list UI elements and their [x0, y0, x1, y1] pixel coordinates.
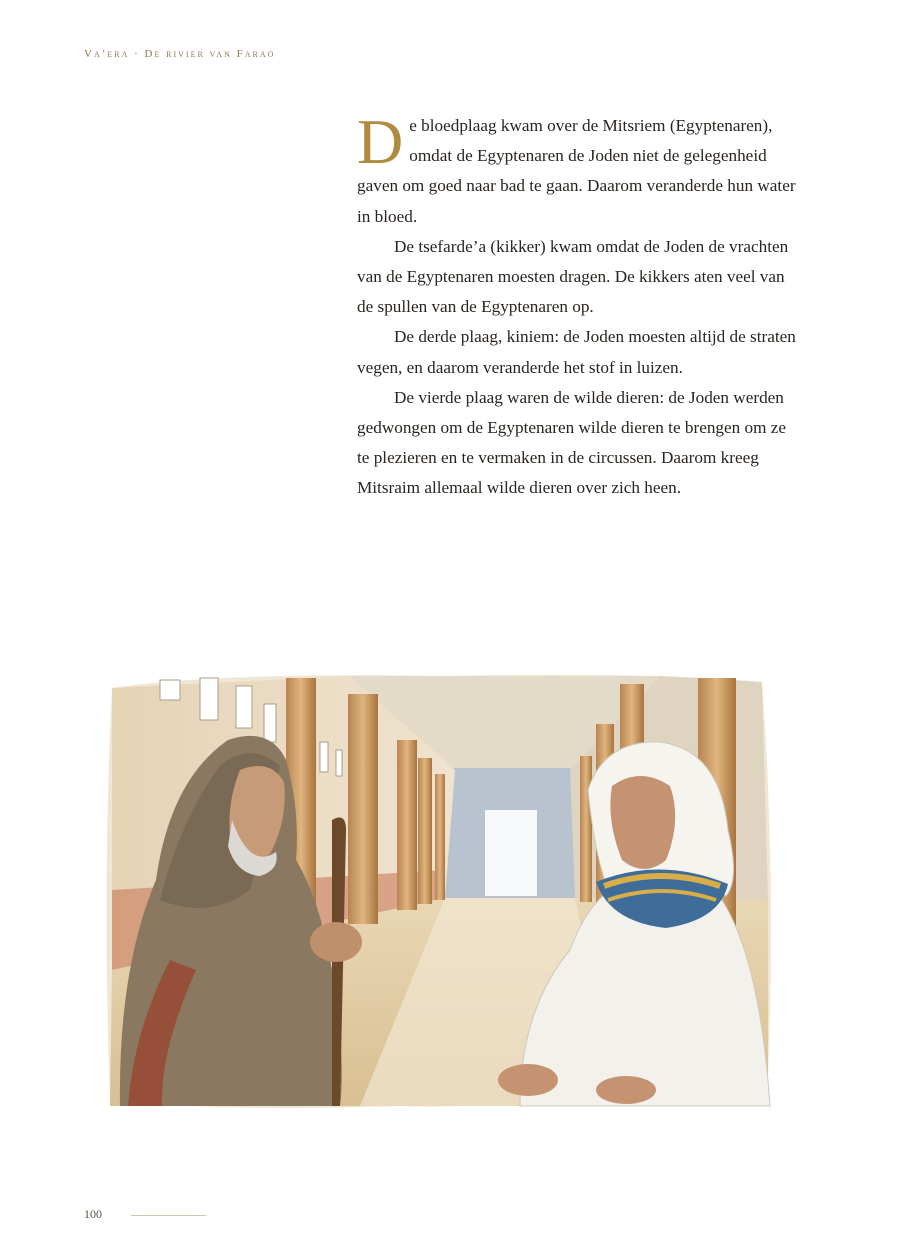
- folio-rule: [131, 1215, 206, 1216]
- paragraph-4: De vierde plaag waren de wilde dieren: de Joden werden gedwongen om de Egyptenaren wilde dieren te brengen om ze te plezieren en te vermaken in de circussen. Daarom kreeg Mitsraim allemaal wilde dieren over zich heen.: [357, 387, 787, 498]
- paragraph-3: De derde plaag, kiniem: de Joden moesten altijd de straten vegen, en daarom veranderde het stof in luizen.: [357, 327, 796, 377]
- drop-cap: D: [357, 106, 404, 177]
- running-head: Va’era · De rivier van Farao: [84, 48, 276, 60]
- body-text: [357, 106, 797, 504]
- illustration-moses-and-pharaoh: [100, 670, 790, 1116]
- paragraph-1: [357, 106, 797, 232]
- page-number: 100: [84, 1207, 102, 1221]
- paragraph-1-text: e bloedplaag kwam over de Mitsriem (Egyptenaren), omdat de Egyptenaren de Joden niet de gelegenheid gaven om goed naar bad te gaan. Daarom veranderde hun water in bloed.: [357, 116, 796, 226]
- paragraph-2: De tsefarde’a (kikker) kwam omdat de Joden de vrachten van de Egyptenaren moesten dragen. De kikkers aten veel van de spullen van de Egyptenaren op.: [357, 236, 789, 317]
